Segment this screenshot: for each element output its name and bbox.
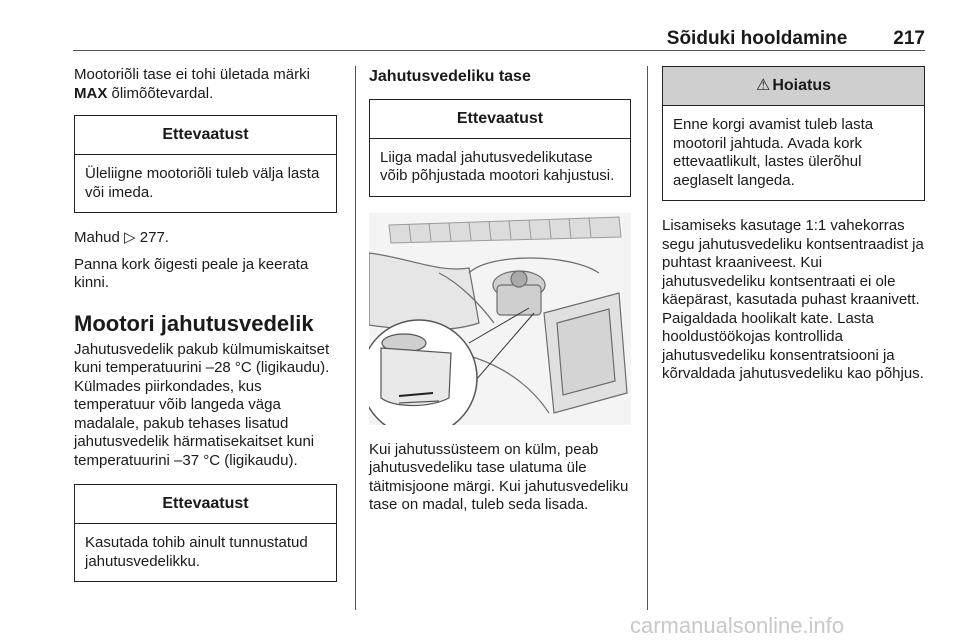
warning-title: ⚠ Hoiatus [663, 67, 924, 106]
column-3 [662, 66, 925, 392]
caution-title: Ettevaatust [75, 485, 336, 524]
engine-bay-drawing [369, 213, 631, 425]
caution-box-oil [74, 115, 337, 213]
warning-body: Enne korgi avamist tuleb lasta mootoril jahtuda. Avada kork ettevaatlikult, lastes ülerõhul aeglaselt langeda. [673, 116, 874, 189]
column-1 [74, 66, 337, 598]
coolant-mixing-instructions: Lisamiseks kasutage 1:1 vahekorras segu jahutusvedeliku kontsentraadist ja puhtast kraaniveest. Kui jahutusvedeliku kontsentraati ei ole käepärast, kasutada puhast kraanivett. Paigaldada hoolikalt kate. Lasta hooldustöökojas kontrollida jahutusvedeliku konsentratsiooni ja kõrvaldada jahutusvedeliku kao põhjus. [662, 217, 924, 382]
caution-body: Üleliigne mootoriõli tuleb välja lasta või imeda. [85, 165, 320, 201]
cap-instruction: Panna kork õigesti peale ja keerata kinni. [74, 255, 309, 291]
caution-title: Ettevaatust [370, 100, 630, 139]
caution-title: Ettevaatust [75, 116, 336, 155]
caution-box-coolant [74, 484, 337, 582]
section-title-coolant: Mootori jahutusvedelik [74, 310, 314, 336]
coolant-reservoir-illustration [369, 213, 631, 425]
column-divider-1 [355, 66, 356, 610]
header-rule [73, 50, 925, 51]
coolant-level-instruction: Kui jahutussüsteem on külm, peab jahutusvedeliku tase ulatuma üle täitmisjoone märgi. Kui jahutusvedeliku tase on madal, tuleb seda lisada. [369, 440, 629, 513]
page-header [73, 28, 925, 50]
capacity-reference: Mahud ▷ 277. [74, 229, 169, 246]
warning-box [662, 66, 925, 201]
column-divider-2 [647, 66, 648, 610]
caution-body: Liiga madal jahutusvedelikutase võib põhjustada mootori kahjustusi. [380, 148, 615, 184]
oil-level-text: Mootoriõli tase ei tohi ületada märki MAX õlimõõtevardal. [74, 66, 310, 102]
caution-box-level [369, 99, 631, 197]
caution-body: Kasutada tohib ainult tunnustatud jahutusvedelikku. [85, 534, 308, 570]
warning-triangle-icon: ⚠ [755, 77, 771, 94]
page-title: Sõiduki hooldamine [666, 28, 848, 49]
watermark: carmanualsonline.info [630, 613, 845, 638]
arrow-right-triangle-icon: ▷ [124, 229, 136, 246]
page-number: 217 [893, 28, 925, 49]
column-2 [369, 66, 631, 523]
coolant-description: Jahutusvedelik pakub külmumiskaitset kuni temperatuurini –28 °C (ligikaudu). Külmades piirkondades, kus temperatuur võib langeda väga madalale, pakub tehases lisatud jahutusvedelik härmatisekaitset kuni temperatuurini –37 °C (ligikaudu). [74, 340, 330, 469]
max-mark: MAX [74, 84, 108, 102]
subsection-title-coolant-level: Jahutusvedeliku tase [369, 68, 531, 85]
